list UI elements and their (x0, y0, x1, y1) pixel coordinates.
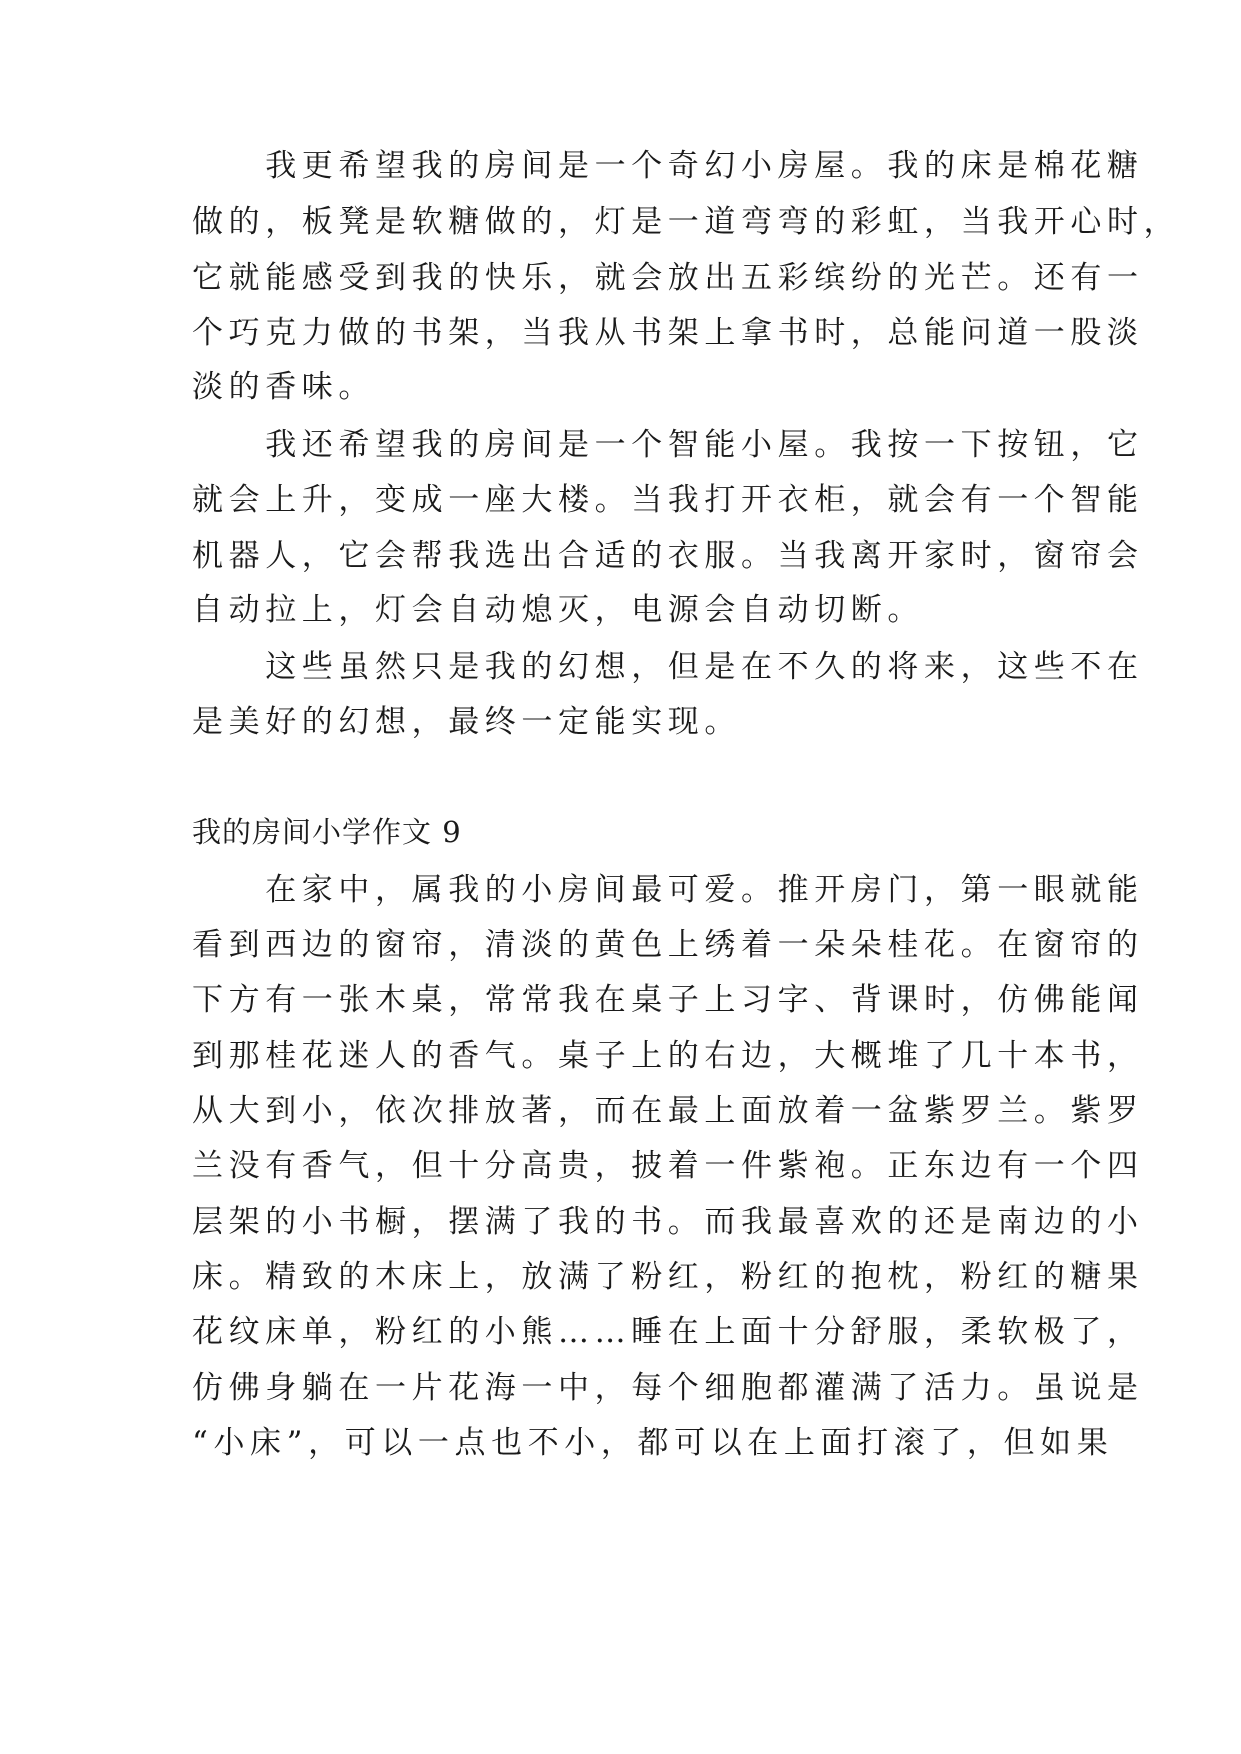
paragraph-line: 层架的小书橱，摆满了我的书。而我最喜欢的还是南边的小 (192, 1204, 1144, 1240)
paragraph-line: 仿佛身躺在一片花海一中，每个细胞都灌满了活力。虽说是 (192, 1370, 1144, 1406)
paragraph-line: 从大到小，依次排放著，而在最上面放着一盆紫罗兰。紫罗 (192, 1093, 1144, 1129)
paragraph-line: 床。精致的木床上，放满了粉红，粉红的抱枕，粉红的糖果 (192, 1259, 1144, 1295)
paragraph-line: 我还希望我的房间是一个智能小屋。我按一下按钮，它 (192, 427, 1144, 463)
paragraph-line: 到那桂花迷人的香气。桌子上的右边，大概堆了几十本书， (192, 1038, 1144, 1074)
paragraph-line: “小床”，可以一点也不小，都可以在上面打滚了，但如果 (192, 1425, 1114, 1461)
paragraph-line: 就会上升，变成一座大楼。当我打开衣柜，就会有一个智能 (192, 482, 1144, 518)
paragraph-line: 兰没有香气，但十分高贵，披着一件紫袍。正东边有一个四 (192, 1148, 1144, 1184)
paragraph-line: 自动拉上，灯会自动熄灭，电源会自动切断。 (192, 592, 924, 628)
paragraph-line: 做的，板凳是软糖做的，灯是一道弯弯的彩虹，当我开心时， (192, 204, 1181, 240)
paragraph-line: 下方有一张木桌，常常我在桌子上习字、背课时，仿佛能闻 (192, 982, 1144, 1018)
paragraph-line: 在家中，属我的小房间最可爱。推开房门，第一眼就能 (192, 872, 1144, 908)
paragraph-line: 淡的香味。 (192, 369, 375, 405)
paragraph-line: 看到西边的窗帘，清淡的黄色上绣着一朵朵桂花。在窗帘的 (192, 927, 1144, 963)
paragraph-line: 这些虽然只是我的幻想，但是在不久的将来，这些不在 (192, 649, 1144, 685)
paragraph-line: 它就能感受到我的快乐，就会放出五彩缤纷的光芒。还有一 (192, 260, 1144, 296)
section-heading: 我的房间小学作文 9 (192, 815, 462, 849)
paragraph-line: 花纹床单，粉红的小熊……睡在上面十分舒服，柔软极了， (192, 1314, 1144, 1350)
paragraph-line: 机器人，它会帮我选出合适的衣服。当我离开家时，窗帘会 (192, 538, 1144, 574)
paragraph-line: 是美好的幻想，最终一定能实现。 (192, 704, 741, 740)
paragraph-line: 个巧克力做的书架，当我从书架上拿书时，总能问道一股淡 (192, 315, 1144, 351)
paragraph-line: 我更希望我的房间是一个奇幻小房屋。我的床是棉花糖 (192, 148, 1144, 184)
